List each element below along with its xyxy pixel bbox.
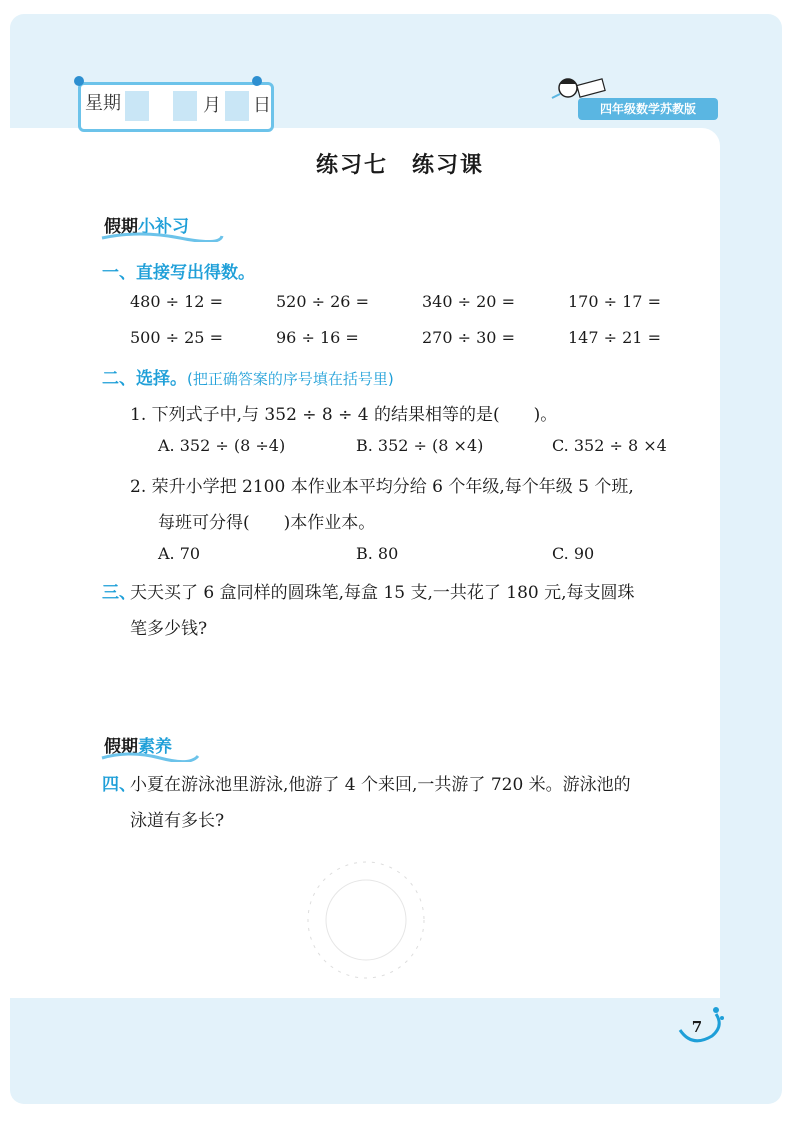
q1-r2-c1: 500 ÷ 25 = xyxy=(130,328,223,347)
q3-line1: 天天买了 6 盒同样的圆珠笔,每盒 15 支,一共花了 180 元,每支圆珠 xyxy=(130,583,635,603)
q2-item2-line2: 每班可分得( )本作业本。 xyxy=(158,513,376,533)
q3-heading: 三、 xyxy=(102,583,136,603)
q1-r1-c1: 480 ÷ 12 = xyxy=(130,292,223,311)
q2-item1-option-c: C. 352 ÷ 8 ×4 xyxy=(552,436,667,455)
q2-item1: 1. 下列式子中,与 352 ÷ 8 ÷ 4 的结果相等的是( )。 xyxy=(130,405,558,425)
day-label: 日 xyxy=(253,95,271,116)
q1-r1-c4: 170 ÷ 17 = xyxy=(568,292,661,311)
weekday-label: 星期 xyxy=(85,93,121,114)
q3-line2: 笔多少钱? xyxy=(130,619,208,639)
q2-heading: 二、选择。(把正确答案的序号填在括号里) xyxy=(102,369,394,389)
weekday-blank[interactable] xyxy=(125,91,149,121)
q1-heading: 一、直接写出得数。 xyxy=(102,263,255,283)
watermark-stamp-icon xyxy=(296,850,436,990)
q2-item2-line1: 2. 荣升小学把 2100 本作业本平均分给 6 个年级,每个年级 5 个班, xyxy=(130,477,634,497)
section-tag-holiday-review: 假期小补习 xyxy=(104,217,189,237)
tag-wave-icon xyxy=(100,232,224,242)
q2-item2-option-a: A. 70 xyxy=(158,544,201,563)
q2-item1-option-b: B. 352 ÷ (8 ×4) xyxy=(356,436,484,455)
q2-item2-option-c: C. 90 xyxy=(552,544,595,563)
q4-line2: 泳道有多长? xyxy=(130,811,225,831)
q1-r1-c3: 340 ÷ 20 = xyxy=(422,292,515,311)
q4-heading: 四、 xyxy=(102,775,136,795)
grade-banner: 四年级数学苏教版 xyxy=(578,98,718,120)
q1-r2-c4: 147 ÷ 21 = xyxy=(568,328,661,347)
q2-item2-option-b: B. 80 xyxy=(356,544,399,563)
month-blank[interactable] xyxy=(173,91,197,121)
month-label: 月 xyxy=(203,95,221,116)
pin-right-icon xyxy=(252,76,262,86)
q1-r2-c3: 270 ÷ 30 = xyxy=(422,328,515,347)
pin-left-icon xyxy=(74,76,84,86)
tag-wave-icon-2 xyxy=(100,752,200,762)
q1-r1-c2: 520 ÷ 26 = xyxy=(276,292,369,311)
page-number: 7 xyxy=(691,1018,703,1036)
q4-line1: 小夏在游泳池里游泳,他游了 4 个来回,一共游了 720 米。游泳池的 xyxy=(130,775,631,795)
q2-item1-option-a: A. 352 ÷ (8 ÷4) xyxy=(158,436,286,455)
q2-note: (把正确答案的序号填在括号里) xyxy=(187,370,394,388)
date-box xyxy=(78,82,274,132)
section-tag-holiday-literacy: 假期素养 xyxy=(104,737,172,757)
day-blank[interactable] xyxy=(225,91,249,121)
q1-r2-c2: 96 ÷ 16 = xyxy=(276,328,359,347)
page-title: 练习七 练习课 xyxy=(315,153,484,178)
